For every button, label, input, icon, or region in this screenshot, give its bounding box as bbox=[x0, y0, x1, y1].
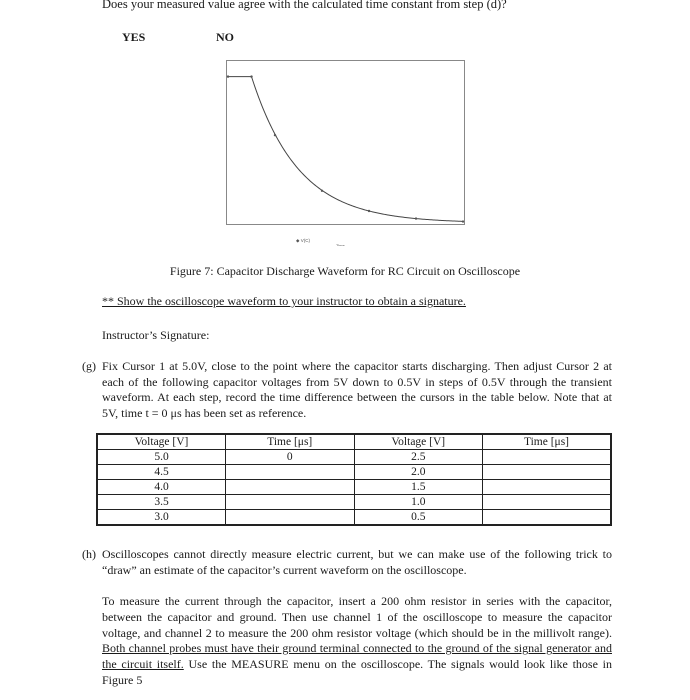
cell-time[interactable] bbox=[226, 465, 355, 480]
cell-voltage: 5.0 bbox=[97, 450, 226, 465]
measurement-table bbox=[96, 433, 612, 526]
table-row bbox=[97, 450, 611, 465]
signature-label: Instructor’s Signature: bbox=[102, 328, 210, 342]
cell-voltage: 2.0 bbox=[354, 465, 483, 480]
table-row bbox=[97, 480, 611, 495]
item-h-label: (h) bbox=[82, 547, 96, 561]
cell-voltage: 3.5 bbox=[97, 495, 226, 510]
item-g-text: Fix Cursor 1 at 5.0V, close to the point where the capacitor starts discharging. Then adjust Cursor 2 at each of the following capacitor voltages from 5V down to 0.5V in steps of 0.5V through the transient waveform. At each step, record the time difference between the cursors in the table below. Note that at 5V, time t = 0 μs has been set as reference. bbox=[102, 359, 612, 420]
data-point bbox=[462, 220, 464, 222]
item-g-label: (g) bbox=[82, 359, 96, 373]
item-h-text: Oscilloscopes cannot directly measure electric current, but we can make use of the following trick to “draw” an estimate of the capacitor’s current waveform on the oscilloscope. bbox=[102, 547, 612, 577]
data-point bbox=[415, 217, 417, 219]
cell-time[interactable] bbox=[226, 495, 355, 510]
legend-label: ◆ V(C) bbox=[296, 238, 310, 243]
para2-text-2: Use the MEASURE menu on the oscilloscope. The signals would look like those in Figure 5 bbox=[102, 657, 612, 687]
table-row bbox=[97, 510, 611, 526]
current-measurement-paragraph bbox=[102, 594, 612, 689]
series-line-vc bbox=[228, 77, 463, 222]
cell-time[interactable] bbox=[226, 510, 355, 526]
answer-yes: YES bbox=[122, 30, 146, 44]
series-markers bbox=[227, 75, 464, 222]
table-row bbox=[97, 465, 611, 480]
data-point bbox=[368, 210, 370, 212]
item-h bbox=[82, 547, 612, 578]
cell-voltage: 4.0 bbox=[97, 480, 226, 495]
cell-time[interactable] bbox=[483, 510, 612, 526]
cell-time[interactable] bbox=[483, 465, 612, 480]
table-header-row bbox=[97, 434, 611, 450]
answer-no: NO bbox=[216, 30, 234, 44]
data-point bbox=[321, 190, 323, 192]
header-time-2: Time [μs] bbox=[483, 434, 612, 450]
cell-time[interactable] bbox=[226, 480, 355, 495]
cell-voltage: 3.0 bbox=[97, 510, 226, 526]
data-point bbox=[227, 75, 229, 77]
header-voltage-1: Voltage [V] bbox=[97, 434, 226, 450]
plot-frame bbox=[227, 61, 465, 225]
data-point bbox=[250, 75, 252, 77]
x-axis-label: Time bbox=[336, 243, 345, 246]
cell-voltage: 1.5 bbox=[354, 480, 483, 495]
data-point bbox=[274, 134, 276, 136]
cell-voltage: 1.0 bbox=[354, 495, 483, 510]
cell-time[interactable] bbox=[483, 450, 612, 465]
figure-caption: Figure 7: Capacitor Discharge Waveform for RC Circuit on Oscilloscope bbox=[169, 264, 521, 278]
para2-underlined: Both channel probes must have their ground terminal connected to the ground of the signal generator and the circuit itself. bbox=[102, 641, 612, 672]
question-d: Does your measured value agree with the calculated time constant from step (d)? bbox=[102, 0, 507, 11]
cell-time[interactable] bbox=[483, 495, 612, 510]
cell-time[interactable]: 0 bbox=[226, 450, 355, 465]
discharge-waveform-chart bbox=[226, 60, 465, 246]
cell-time[interactable] bbox=[483, 480, 612, 495]
table-row bbox=[97, 495, 611, 510]
item-g bbox=[82, 359, 612, 421]
instructor-note: ** Show the oscilloscope waveform to your instructor to obtain a signature. bbox=[102, 294, 466, 308]
para2-text-1: To measure the current through the capacitor, insert a 200 ohm resistor in series with the capacitor, between the capacitor and ground. Then use channel 1 of the oscilloscope to measure the capacitor voltage, and channel 2 to measure the 200 ohm resistor voltage (which should be in the millivolt range). bbox=[102, 594, 612, 640]
cell-voltage: 2.5 bbox=[354, 450, 483, 465]
cell-voltage: 0.5 bbox=[354, 510, 483, 526]
header-voltage-2: Voltage [V] bbox=[354, 434, 483, 450]
cell-voltage: 4.5 bbox=[97, 465, 226, 480]
header-time-1: Time [μs] bbox=[226, 434, 355, 450]
